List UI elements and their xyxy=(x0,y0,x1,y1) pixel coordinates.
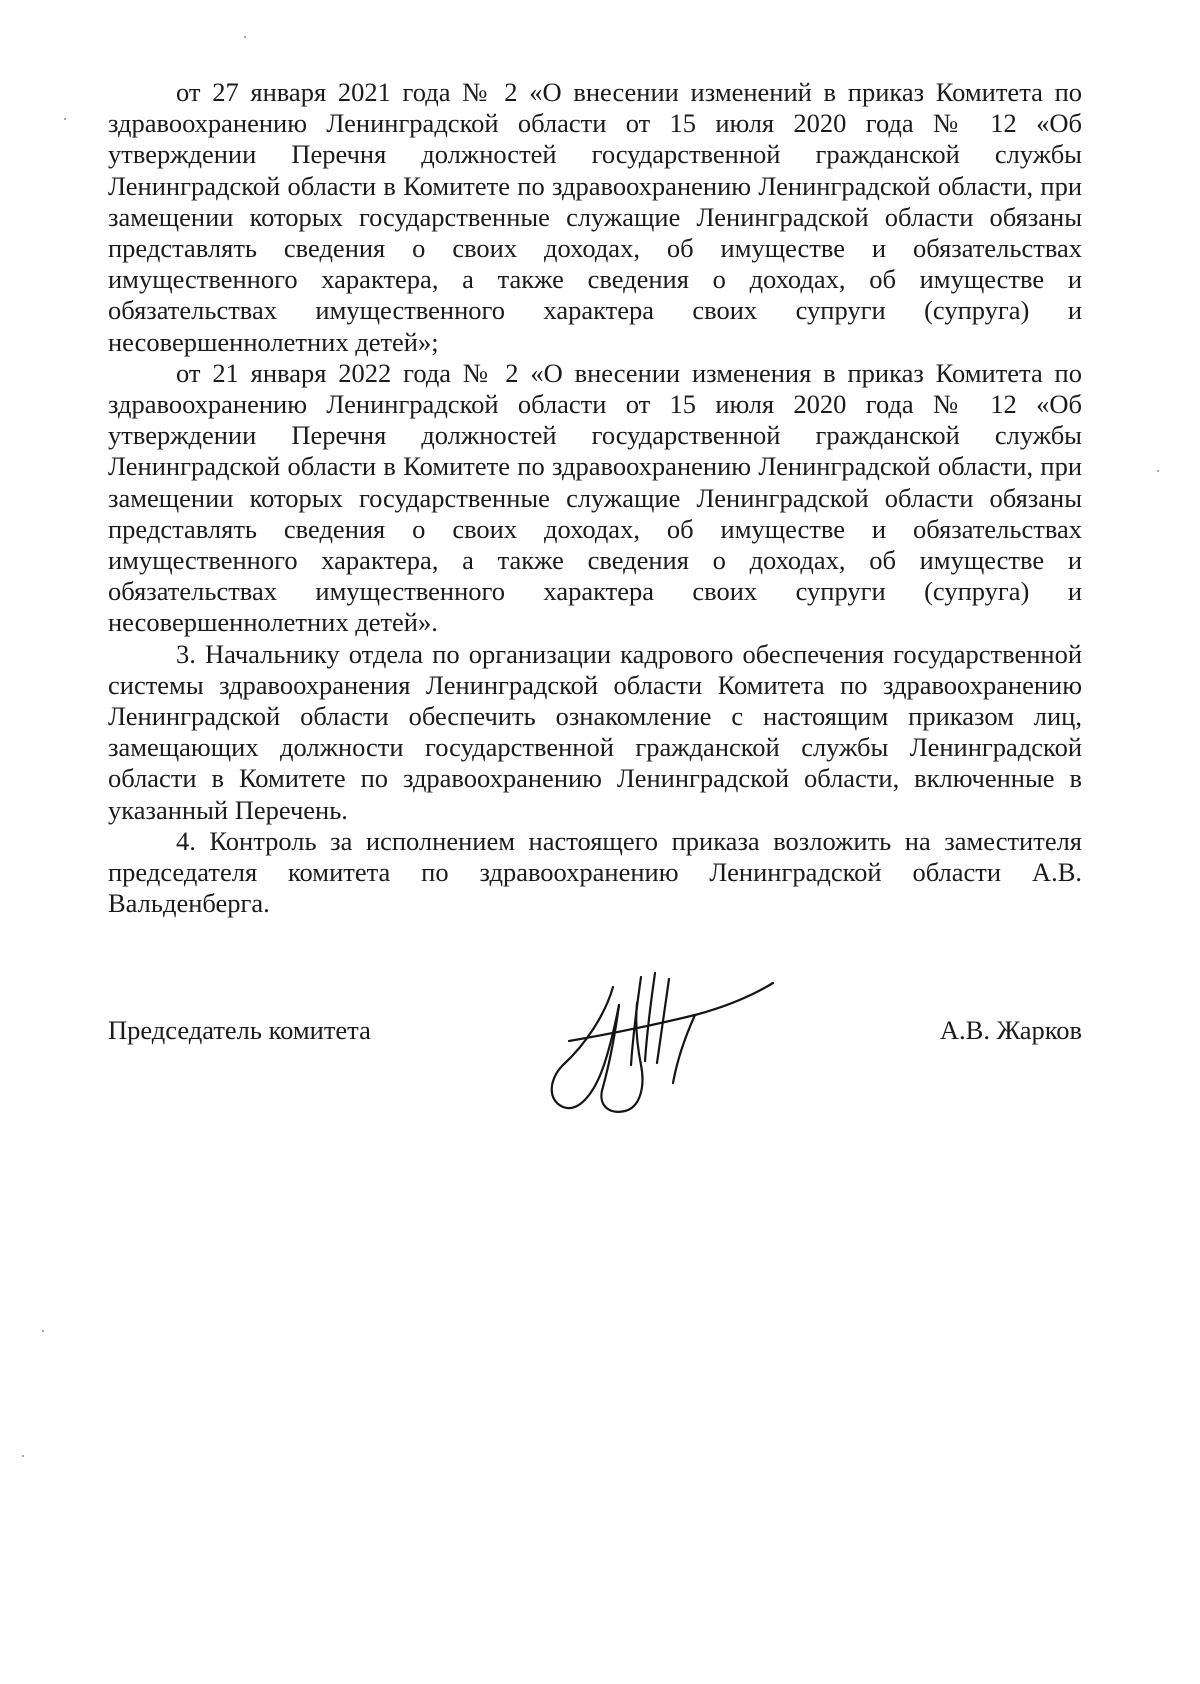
signer-position: Председатель комитета xyxy=(108,1015,371,1045)
scan-speck xyxy=(64,118,66,120)
paragraph-item-3: 3. Начальнику отдела по организации кадрового обеспечения государственной системы здравоохранения Ленинградской области Комитета по здравоохранению Ленинградской области обеспечить ознакомление с настоящим приказом лиц, замещающих должности государственной гражданской службы Ленинградской области в Комитете по здравоохранению Ленинградской области, включенные в указанный Перечень. xyxy=(108,638,1082,825)
signer-name: А.В. Жарков xyxy=(939,1015,1082,1045)
paragraph-order-2021: от 27 января 2021 года № 2 «О внесении изменений в приказ Комитета по здравоохранению Ленинградской области от 15 июля 2020 года № 12 «Об утверждении Перечня должностей государственной гражданской службы Ленинградской области в Комитете по здравоохранению Ленинградской области, при замещении которых государственные служащие Ленинградской области обязаны представлять сведения о своих доходах, об имуществе и обязательствах имущественного характера, а также сведения о доходах, об имуществе и обязательствах имущественного характера своих супруги (супруга) и несовершеннолетних детей»; xyxy=(108,77,1082,357)
document-body xyxy=(108,77,1082,919)
scan-speck xyxy=(244,36,246,38)
scan-speck xyxy=(22,1455,24,1457)
scan-speck xyxy=(42,1330,44,1332)
paragraph-item-4: 4. Контроль за исполнением настоящего приказа возложить на заместителя председателя комитета по здравоохранению Ленинградской области А.В. Вальденберга. xyxy=(108,825,1082,919)
scan-speck xyxy=(1157,470,1159,472)
handwritten-signature xyxy=(545,965,795,1125)
paragraph-order-2022: от 21 января 2022 года № 2 «О внесении изменения в приказ Комитета по здравоохранению Ленинградской области от 15 июля 2020 года № 12 «Об утверждении Перечня должностей государственной гражданской службы Ленинградской области в Комитете по здравоохранению Ленинградской области, при замещении которых государственные служащие Ленинградской области обязаны представлять сведения о своих доходах, об имуществе и обязательствах имущественного характера, а также сведения о доходах, об имуществе и обязательствах имущественного характера своих супруги (супруга) и несовершеннолетних детей». xyxy=(108,357,1082,638)
